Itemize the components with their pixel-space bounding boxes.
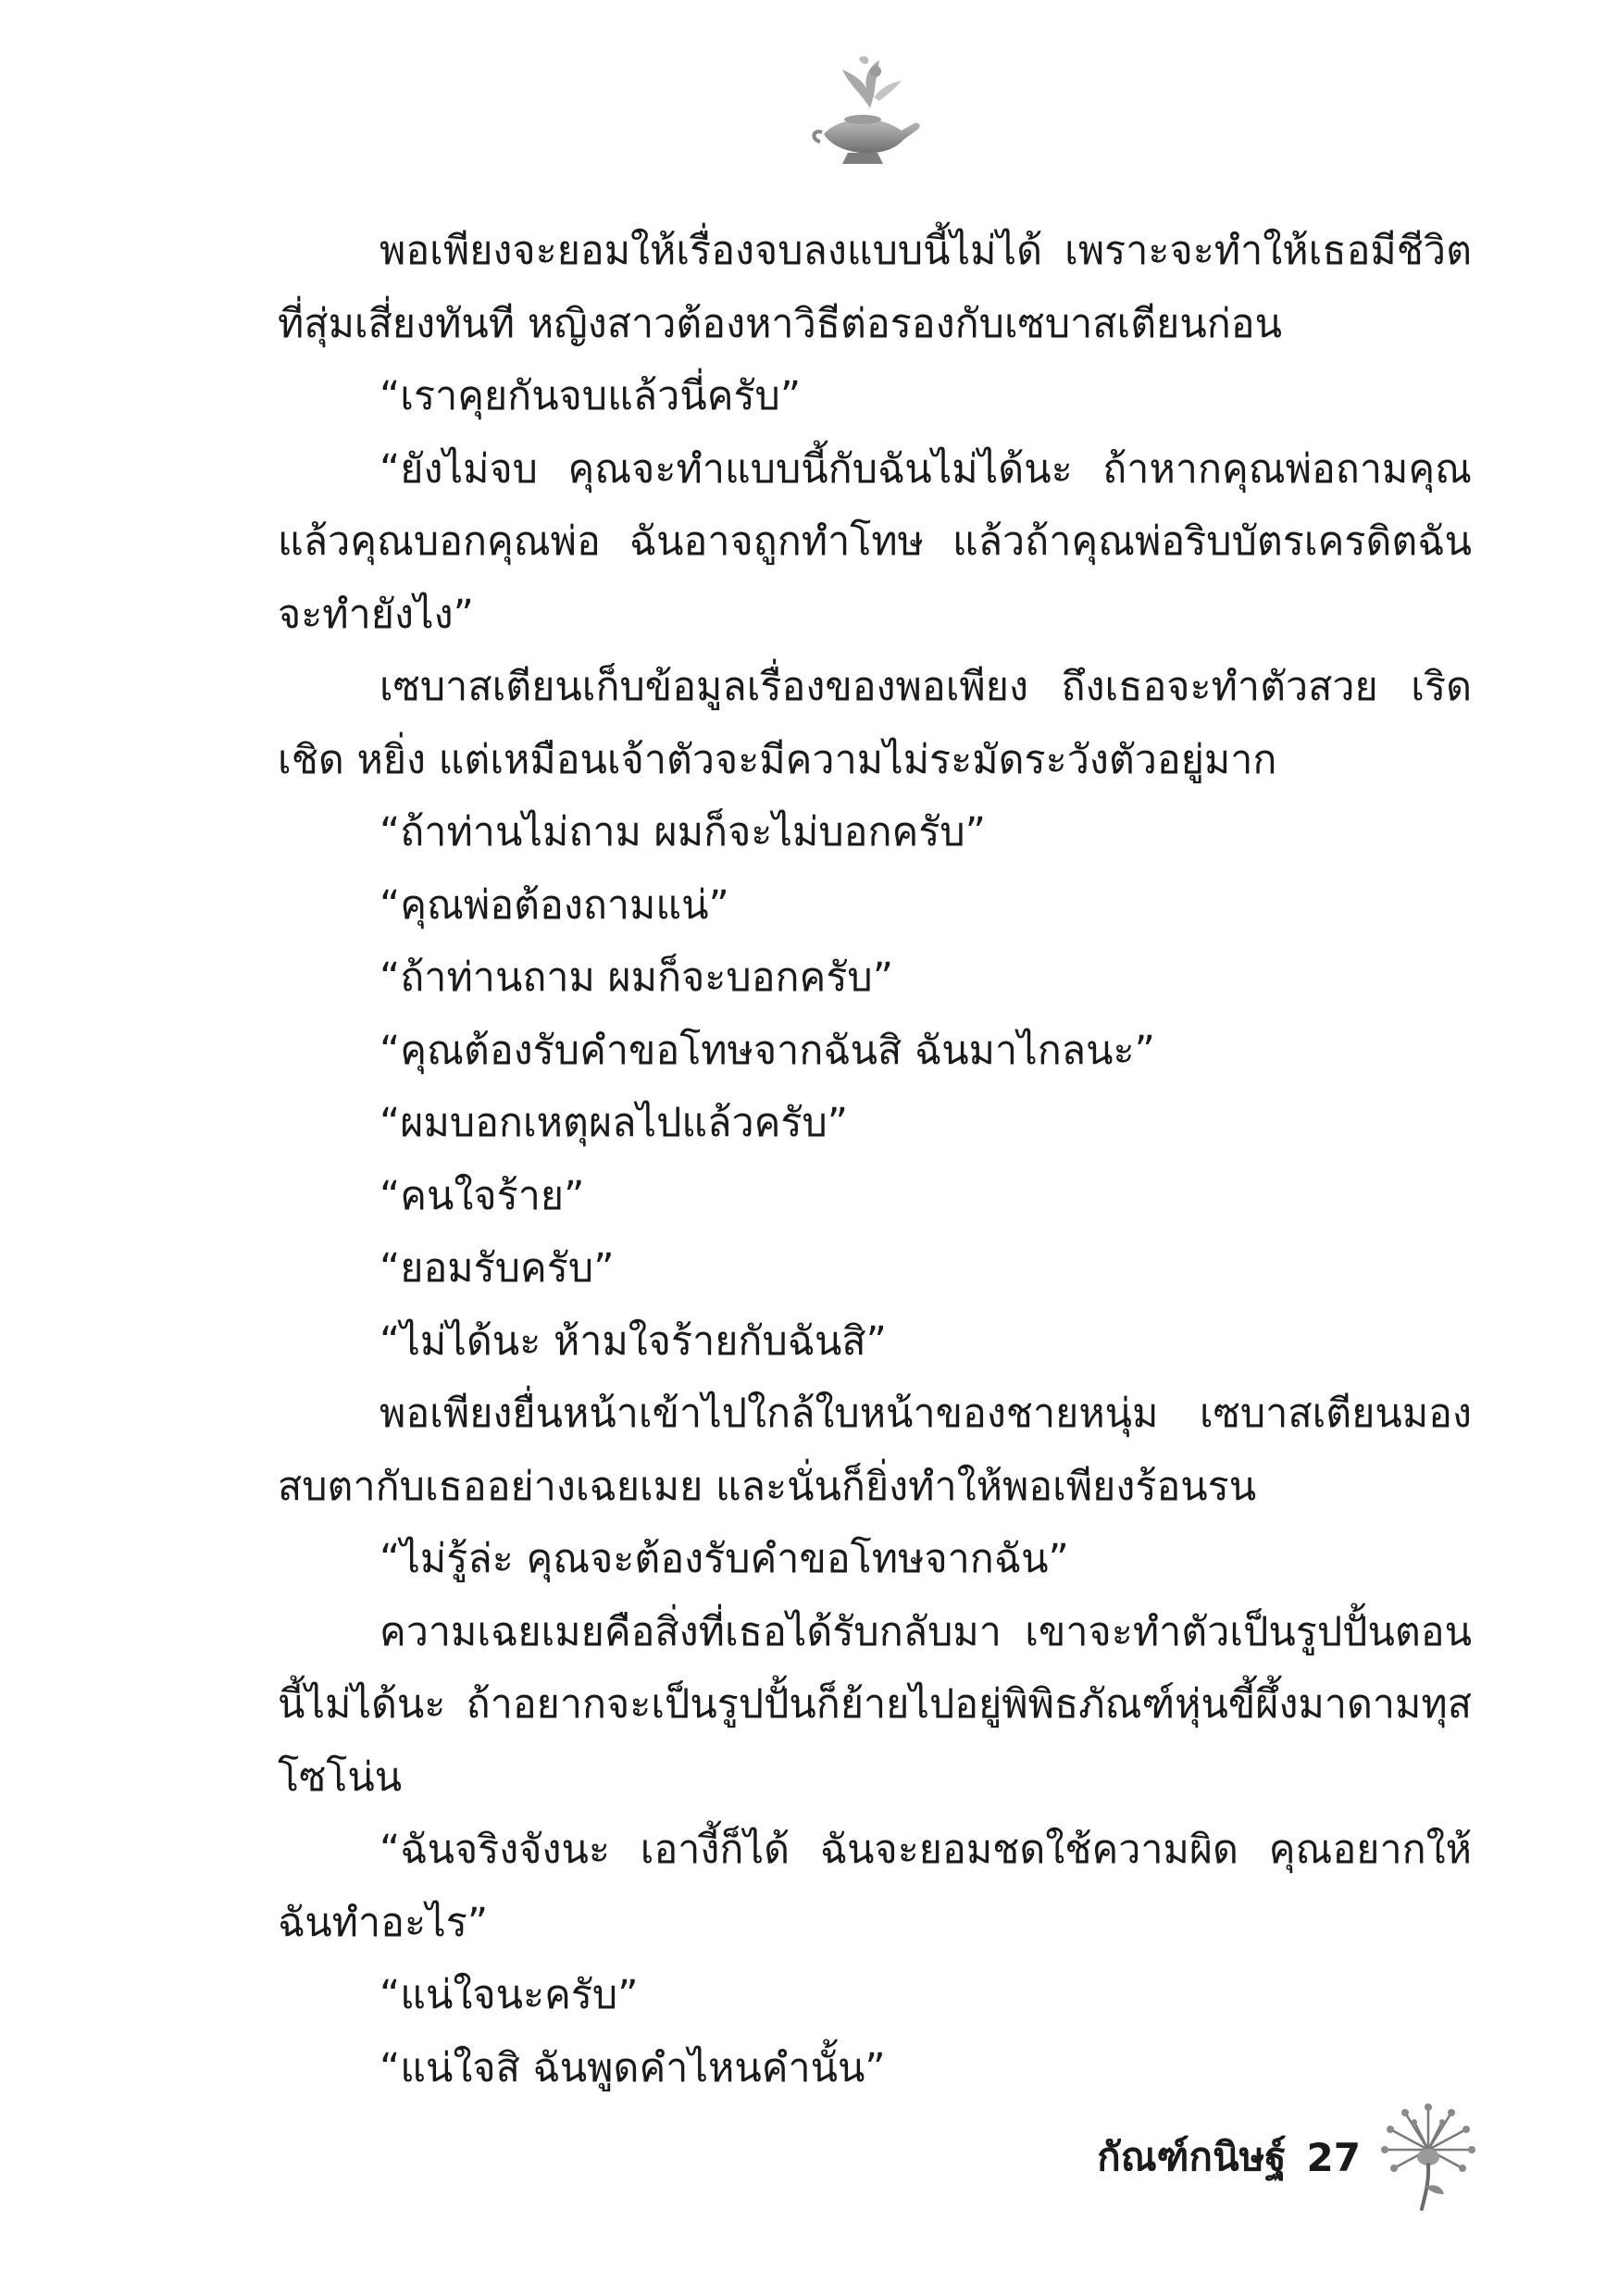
story-text [278,215,1472,2104]
page-number: 27 [1306,2134,1361,2180]
paragraph: “คุณพ่อต้องถามแน่” [380,881,729,929]
paragraph: เซบาสเตียนเก็บข้อมูลเรื่องของพอเพียง ถึงเธอจะทำตัวสวย เริดเชิด หยิ่ง แต่เหมือนเจ้าตัวจะมีความไม่ระมัดระวังตัวอยู่มาก [278,664,1472,783]
paragraph: “คุณต้องรับคำขอโทษจากฉันสิ ฉันมาไกลนะ” [380,1027,1155,1074]
paragraph: “ไม่รู้ล่ะ คุณจะต้องรับคำขอโทษจากฉัน” [380,1536,1069,1582]
paragraph: “ยอมรับครับ” [380,1245,615,1292]
paragraph: ความเฉยเมยคือสิ่งที่เธอได้รับกลับมา เขาจะทำตัวเป็นรูปปั้นตอนนี้ไม่ได้นะ ถ้าอยากจะเป็นรูปปั้นก็ย้ายไปอยู่พิพิธภัณฑ์หุ่นขี้ผึ้งมาดามทุสโซโน่น [278,1608,1472,1801]
paragraph: “ไม่ได้นะ ห้ามใจร้ายกับฉันสิ” [380,1317,887,1365]
paragraph: “ถ้าท่านไม่ถาม ผมก็จะไม่บอกครับ” [380,809,986,855]
dandelion-flower-icon [1377,2102,1479,2213]
author-name: กัณฑ์กนิษฐ์ [1097,2134,1287,2179]
page-footer [1097,2097,1479,2217]
paragraph: “ผมบอกเหตุผลไปแล้วครับ” [380,1100,849,1146]
paragraph: “ถ้าท่านถาม ผมก็จะบอกครับ” [380,955,893,1001]
paragraph: พอเพียงจะยอมให้เรื่องจบลงแบบนี้ไม่ได้ เพราะจะทำให้เธอมีชีวิตที่สุ่มเสี่ยงทันที หญิงสาวต้องหาวิธีต่อรองกับเซบาสเตียนก่อน [278,228,1472,347]
magic-lamp-icon [805,51,926,171]
paragraph: “คนใจร้าย” [380,1172,585,1219]
paragraph: “ฉันจริงจังนะ เอางี้ก็ได้ ฉันจะยอมชดใช้ความผิด คุณอยากให้ฉันทำอะไร” [278,1827,1472,1946]
paragraph: “แน่ใจนะครับ” [380,1972,639,2018]
paragraph: พอเพียงยื่นหน้าเข้าไปใกล้ใบหน้าของชายหนุ่ม เซบาสเตียนมองสบตากับเธออย่างเฉยเมย และนั่นก็ยิ่งทำให้พอเพียงร้อนรน [278,1391,1472,1510]
paragraph: “แน่ใจสิ ฉันพูดคำไหนคำนั้น” [380,2044,886,2091]
paragraph: “เราคุยกันจบแล้วนี่ครับ” [380,373,802,419]
paragraph: “ยังไม่จบ คุณจะทำแบบนี้กับฉันไม่ได้นะ ถ้าหากคุณพ่อถามคุณแล้วคุณบอกคุณพ่อ ฉันอาจถูกทำโทษ แล้วถ้าคุณพ่อริบบัตรเครดิตฉันจะทำยังไง” [278,445,1472,638]
